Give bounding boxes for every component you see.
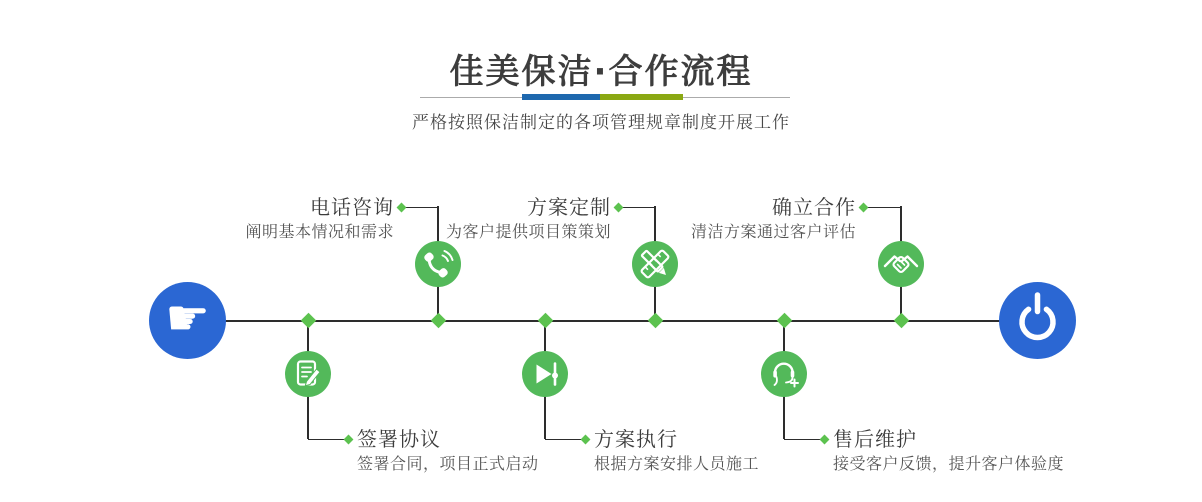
timeline-node-diamond <box>300 313 316 329</box>
step-title: 方案定制 <box>527 195 611 219</box>
connector-top-2-horizontal <box>621 207 655 209</box>
step-label-plan-custom <box>446 196 611 241</box>
step-circle-support <box>761 351 807 397</box>
label-diamond <box>343 434 353 444</box>
contract-icon <box>285 351 331 397</box>
step-circle-contract <box>285 351 331 397</box>
page-subtitle: 严格按照保洁制定的各项管理规章制度开展工作 <box>412 113 790 133</box>
phone-icon <box>415 241 461 287</box>
timeline-node-diamond <box>893 313 909 329</box>
step-title: 确立合作 <box>772 195 856 219</box>
header-divider-accent-blue <box>522 94 600 100</box>
power-icon <box>999 282 1076 359</box>
label-diamond <box>819 434 829 444</box>
step-desc: 阐明基本情况和需求 <box>245 222 394 241</box>
label-diamond <box>580 434 590 444</box>
timeline-node-diamond <box>430 313 446 329</box>
connector-bottom-3-horizontal <box>784 439 821 441</box>
step-label-plan-execute <box>594 428 759 473</box>
timeline-node-diamond <box>776 313 792 329</box>
play-slider-icon <box>522 351 568 397</box>
connector-bottom-1-horizontal <box>308 439 345 441</box>
step-desc: 清洁方案通过客户评估 <box>690 222 856 241</box>
timeline-node-diamond <box>537 313 553 329</box>
step-desc: 根据方案安排人员施工 <box>594 454 760 473</box>
step-title: 方案执行 <box>594 427 678 451</box>
design-tools-icon <box>632 241 678 287</box>
timeline-node-diamond <box>647 313 663 329</box>
label-diamond <box>613 202 623 212</box>
step-title: 签署协议 <box>357 427 441 451</box>
header-divider-accent-olive <box>600 94 683 100</box>
step-circle-phone <box>415 241 461 287</box>
label-diamond <box>396 202 406 212</box>
step-title: 售后维护 <box>833 427 917 451</box>
step-desc: 接受客户反馈，提升客户体验度 <box>833 454 1065 473</box>
step-label-establish-coop <box>691 196 856 241</box>
step-desc: 为客户提供项目策策划 <box>445 222 611 241</box>
step-desc: 签署合同，项目正式启动 <box>357 454 539 473</box>
page-title: 佳美保洁·合作流程 <box>449 52 753 92</box>
label-diamond <box>858 202 868 212</box>
step-circle-handshake <box>878 241 924 287</box>
step-label-phone-consult <box>245 196 394 241</box>
pointing-hand-icon: ☛ <box>165 288 210 347</box>
connector-top-3-horizontal <box>866 207 901 209</box>
step-title: 电话咨询 <box>310 195 394 219</box>
step-label-aftersale-maintain <box>833 428 1064 473</box>
start-node <box>149 282 226 359</box>
step-label-sign-agreement <box>357 428 539 473</box>
handshake-icon <box>878 241 924 287</box>
connector-bottom-2-horizontal <box>545 439 582 441</box>
connector-top-1-horizontal <box>404 207 438 209</box>
step-circle-design <box>632 241 678 287</box>
step-circle-execute <box>522 351 568 397</box>
customer-service-icon <box>761 351 807 397</box>
end-node <box>999 282 1076 359</box>
